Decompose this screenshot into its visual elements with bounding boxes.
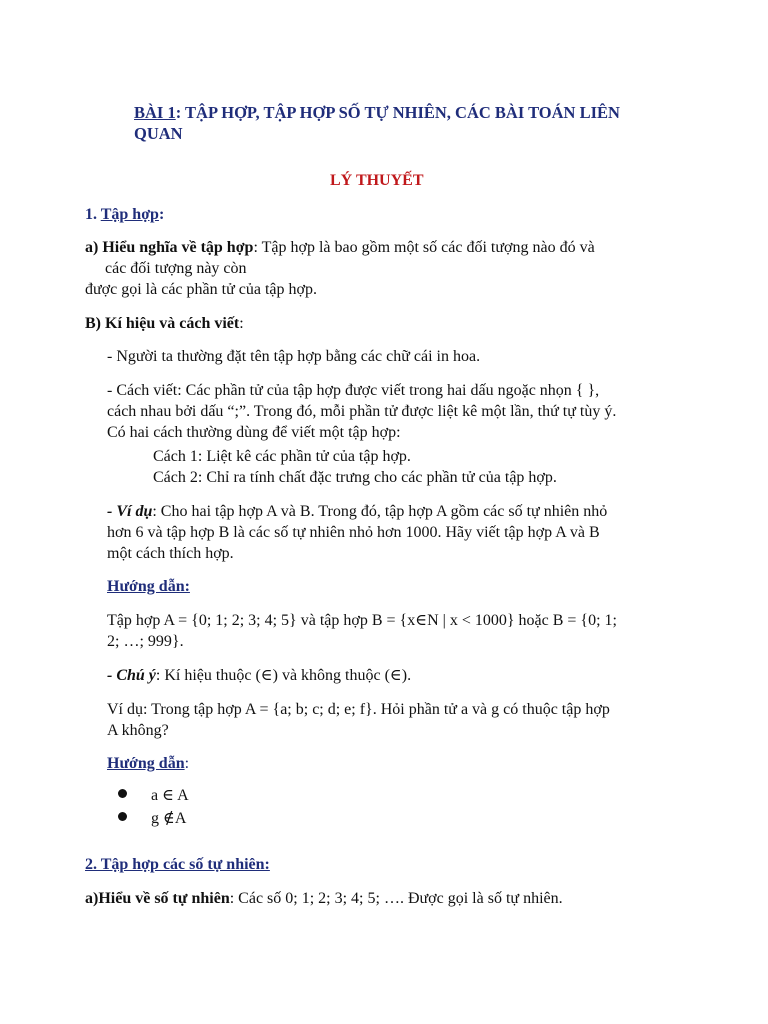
lesson-title-line2: QUAN [134, 124, 183, 143]
part-a-paragraph [85, 237, 685, 258]
example-1-line3: một cách thích hợp. [107, 545, 234, 562]
example-1-text: : Cho hai tập hợp A và B. Trong đó, tập hợp A gồm các số tự nhiên nhỏ [152, 503, 608, 520]
part-a-line2: các đối tượng này còn [105, 260, 247, 277]
note-text: : Kí hiệu thuộc (∈) và không thuộc (∈). [155, 667, 412, 684]
guide-1-line1: Tập hợp A = {0; 1; 2; 3; 4; 5} và tập hợp B = {x∈N | x < 1000} hoặc B = {0; 1; [107, 612, 617, 629]
writing-line3: Có hai cách thường dùng để viết một tập hợp: [107, 424, 401, 441]
guide-2-label: Hướng dẫn [107, 755, 185, 772]
section-2-heading: 2. Tập hợp các số tự nhiên: [85, 856, 270, 873]
bullet-dot [118, 812, 127, 821]
part-b-label: B) Kí hiệu và cách viết [85, 315, 240, 332]
bullet-dot [118, 789, 127, 798]
part-b-heading [85, 313, 244, 334]
part-a-label: a) Hiểu nghĩa về tập hợp [85, 239, 254, 256]
section-1-number: 1. [85, 206, 101, 223]
section-2-a [85, 888, 563, 909]
example-1-line1 [107, 501, 607, 522]
part-a-line1: : Tập hợp là bao gồm một số các đối tượng nào đó và [253, 239, 595, 256]
lesson-title-line1: : TẬP HỢP, TẬP HỢP SỐ TỰ NHIÊN, CÁC BÀI TOÁN LIÊN [175, 103, 620, 122]
bullet-item-1: a ∈ A [151, 787, 189, 804]
method-2: Cách 2: Chỉ ra tính chất đặc trưng cho các phần tử của tập hợp. [153, 469, 557, 486]
guide-2-heading [107, 753, 189, 774]
section-2-a-label: a)Hiểu về số tự nhiên [85, 890, 230, 907]
part-b-colon: : [239, 315, 244, 332]
example-1-label: - Ví dụ [107, 503, 153, 520]
section-1-heading [85, 204, 164, 225]
note-label: - Chú ý [107, 667, 156, 684]
section-1-title: Tập hợp [100, 206, 159, 223]
lesson-title [134, 102, 734, 123]
section-1-colon: : [158, 206, 165, 223]
guide-2-colon: : [184, 755, 190, 772]
example-1-line2: hơn 6 và tập hợp B là các số tự nhiên nhỏ hơn 1000. Hãy viết tập hợp A và B [107, 524, 600, 541]
theory-heading: LÝ THUYẾT [330, 172, 424, 189]
writing-line1: - Cách viết: Các phần tử của tập hợp được viết trong hai dấu ngoặc nhọn { }, [107, 382, 600, 399]
example-2-line2: A không? [107, 722, 169, 739]
note-line [107, 665, 411, 686]
writing-line2: cách nhau bởi dấu “;”. Trong đó, mỗi phần tử được liệt kê một lần, thứ tự tùy ý. [107, 403, 617, 420]
example-2-line1: Ví dụ: Trong tập hợp A = {a; b; c; d; e; f}. Hỏi phần tử a và g có thuộc tập hợp [107, 701, 610, 718]
guide-1-heading: Hướng dẫn: [107, 578, 190, 595]
bullet-item-2: g ∉A [151, 810, 187, 827]
lesson-label: BÀI 1 [134, 103, 176, 122]
part-a-line3: được gọi là các phần tử của tập hợp. [85, 281, 317, 298]
method-1: Cách 1: Liệt kê các phần tử của tập hợp. [153, 448, 411, 465]
section-2-a-text: : Các số 0; 1; 2; 3; 4; 5; …. Được gọi là số tự nhiên. [229, 890, 563, 907]
naming-rule: - Người ta thường đặt tên tập hợp bằng các chữ cái in hoa. [107, 348, 481, 365]
guide-1-line2: 2; …; 999}. [107, 633, 184, 650]
